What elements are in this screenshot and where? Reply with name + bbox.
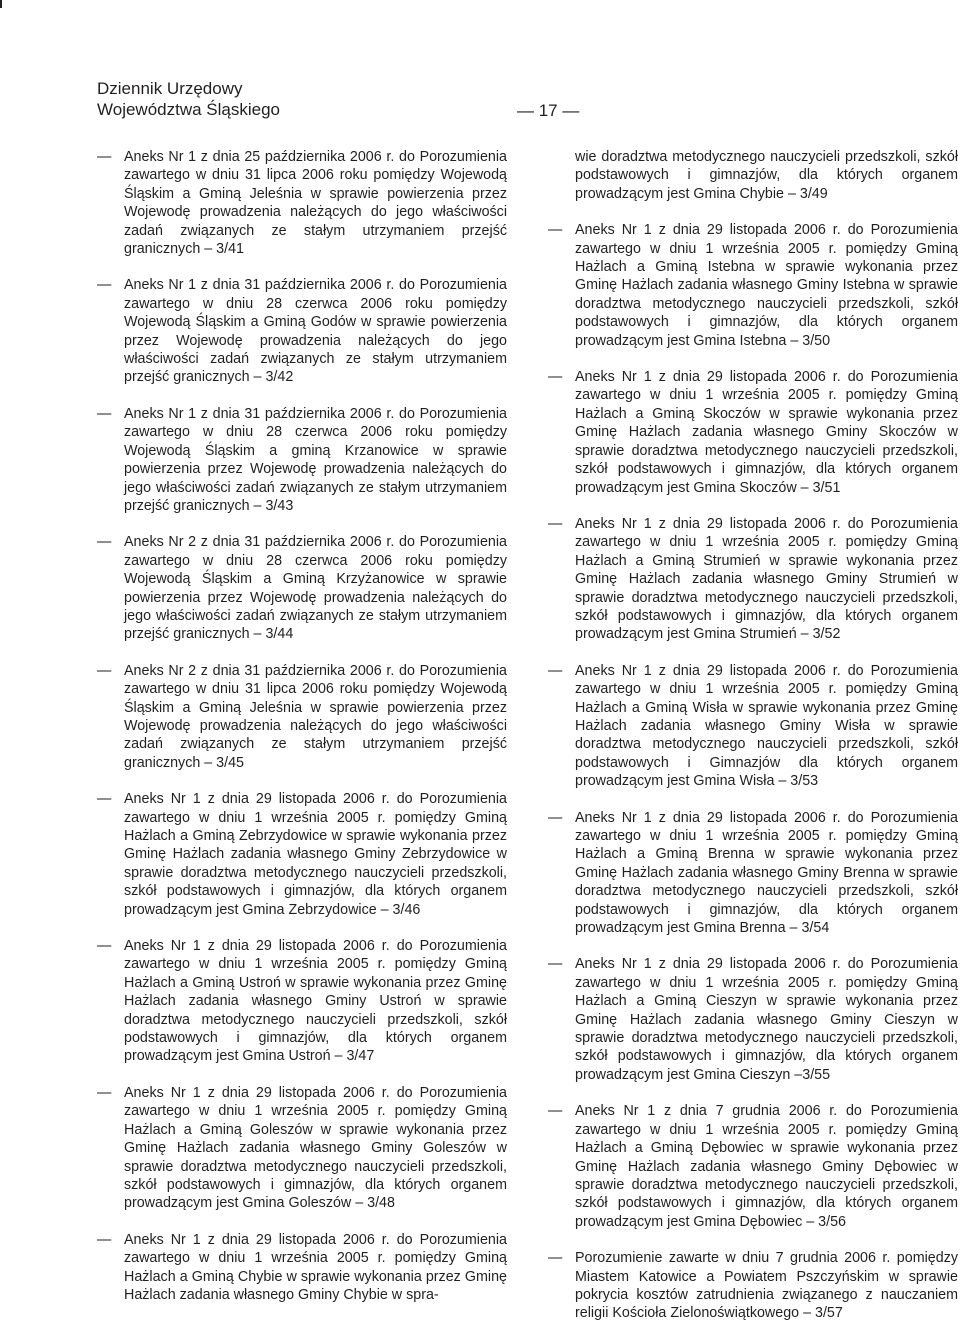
list-item: — Aneks Nr 1 z dnia 29 listopada 2006 r. do Porozumienia zawartego w dniu 1 września 2005 r. pomiędzy Gminą Hażlach a Gminą Goleszów w sprawie wykonania przez Gminę Hażlach zadania własnego Gminy Goleszów w sprawie doradztwa metodycznego nauczycieli przedszkoli, szkół podstawowych i gimnazjów, dla których organem prowadzącym jest Gmina Goleszów – 3/48 (97, 1084, 507, 1213)
list-item: — Aneks Nr 1 z dnia 29 listopada 2006 r. do Porozumienia zawartego w dniu 1 września 2005 r. pomiędzy Gminą Hażlach a Gminą Chybie w sprawie wykonania przez Gminę Hażlach zadania własnego Gminy Chybie w spra- (97, 1231, 507, 1305)
list-item: — Aneks Nr 1 z dnia 29 listopada 2006 r. do Porozumienia zawartego w dniu 1 września 2005 r. pomiędzy Gminą Hażlach a Gminą Wisła w sprawie wykonania przez Gminę Hażlach zadania własnego Gminy Wisła w sprawie doradztwa metodycznego nauczycieli przedszkoli, szkół podstawowych i Gimnazjów dla których organem prowadzącym jest Gmina Wisła – 3/53 (548, 662, 958, 791)
continuation-text: wie doradztwa metodycznego nauczycieli przedszkoli, szkół podstawowych i gimnazjów, dla których organem prowadzącym jest Gmina Chybie – 3/49 (575, 149, 958, 202)
list-item: — Aneks Nr 1 z dnia 29 listopada 2006 r. do Porozumienia zawartego w dniu 1 września 2005 r. pomiędzy Gminą Hażlach a Gminą Skoczów w sprawie wykonania przez Gminę Hażlach zadania własnego Gminy Skoczów w sprawie doradztwa metodycznego nauczycieli przedszkoli, szkół podstawowych i gimnazjów, dla których organem prowadzącym jest Gmina Skoczów – 3/51 (548, 368, 958, 497)
list-item: — Aneks Nr 1 z dnia 25 października 2006 r. do Porozumienia zawartego w dniu 31 lipca 2006 roku pomiędzy Wojewodą Śląskim a Gminą Jeleśnia w sprawie powierzenia przez Wojewodę prowadzenia należących do jego właściwości zadań związanych ze stałym utrzymaniem przejść granicznych – 3/41 (97, 148, 507, 258)
list-item: — Aneks Nr 2 z dnia 31 października 2006 r. do Porozumienia zawartego w dniu 31 lipca 2006 roku pomiędzy Wojewodą Śląskim a Gminą Jeleśnia w sprawie powierzenia przez Wojewodę prowadzenia należących do jego właściwości zadań związanych ze stałym utrzymaniem przejść granicznych – 3/45 (97, 662, 507, 772)
list-item: — Aneks Nr 1 z dnia 31 października 2006 r. do Porozumienia zawartego w dniu 28 czerwca 2006 roku pomiędzy Wojewodą Śląskim a Gminą Godów w sprawie powierzenia przez Wojewodę prowadzenia należących do jego właściwości zadań związanych ze stałym utrzymaniem przejść granicznych – 3/42 (97, 276, 507, 386)
page-number: — 17 — (517, 101, 580, 120)
list-item: — Aneks Nr 1 z dnia 29 listopada 2006 r. do Porozumienia zawartego w dniu 1 września 2005 r. pomiędzy Gminą Hażlach a Gminą Zebrzydowice w sprawie wykonania przez Gminę Hażlach zadania własnego Gminy Zebrzydowice w sprawie doradztwa metodycznego nauczycieli przedszkoli, szkół podstawowych i gimnazjów, dla których organem prowadzącym jest Gmina Zebrzydowice – 3/46 (97, 790, 507, 919)
list-item: — Aneks Nr 1 z dnia 29 listopada 2006 r. do Porozumienia zawartego w dniu 1 września 2005 r. pomiędzy Gminą Hażlach a Gminą Brenna w sprawie wykonania przez Gminę Hażlach zadania własnego Gminy Brenna w sprawie doradztwa metodycznego nauczycieli przedszkoli, szkół podstawowych i gimnazjów, dla których organem prowadzącym jest Gmina Brenna – 3/54 (548, 809, 958, 938)
list-item: — Aneks Nr 2 z dnia 31 października 2006 r. do Porozumienia zawartego w dniu 28 czerwca 2006 roku pomiędzy Wojewodą Śląskim a Gminą Krzyżanowice w sprawie powierzenia przez Wojewodę prowadzenia należących do jego właściwości zadań związanych ze stałym utrzymaniem przejść granicznych – 3/44 (97, 533, 507, 643)
list-item: — Aneks Nr 1 z dnia 31 października 2006 r. do Porozumienia zawartego w dniu 28 czerwca 2006 roku pomiędzy Wojewodą Śląskim a gminą Krzanowice w sprawie powierzenia przez Wojewodę prowadzenia należących do jego właściwości zadań związanych ze stałym utrzymaniem przejść granicznych – 3/43 (97, 405, 507, 515)
list-item: — Aneks Nr 1 z dnia 29 listopada 2006 r. do Porozumienia zawartego w dniu 1 września 2005 r. pomiędzy Gminą Hażlach a Gminą Istebna w sprawie wykonania przez Gminę Hażlach zadania własnego Gminy Istebna w sprawie doradztwa metodycznego nauczycieli przedszkoli, szkół podstawowych i gimnazjów, dla których organem prowadzącym jest Gmina Istebna – 3/50 (548, 221, 958, 350)
list-item: — Porozumienie zawarte w dniu 7 grudnia 2006 r. pomiędzy Miastem Katowice a Powiatem Pszczyńskim w sprawie pokrycia kosztów zatrudnienia związanego z nauczaniem religii Kościoła Zielonoświątkowego – 3/57 (548, 1249, 958, 1323)
journal-title-line1: Dziennik Urzędowy (97, 79, 243, 98)
list-item: — Aneks Nr 1 z dnia 29 listopada 2006 r. do Porozumienia zawartego w dniu 1 września 2005 r. pomiędzy Gminą Hażlach a Gminą Ustroń w sprawie wykonania przez Gminę Hażlach zadania własnego Gminy Ustroń w sprawie doradztwa metodycznego nauczycieli przedszkoli, szkół podstawowych i gimnazjów, dla których organem prowadzącym jest Gmina Ustroń – 3/47 (97, 937, 507, 1066)
list-item: — Aneks Nr 1 z dnia 29 listopada 2006 r. do Porozumienia zawartego w dniu 1 września 2005 r. pomiędzy Gminą Hażlach a Gminą Strumień w sprawie wykonania przez Gminę Hażlach zadania własnego Gminy Strumień w sprawie doradztwa metodycznego nauczycieli przedszkoli, szkół podstawowych i gimnazjów, dla których organem prowadzącym jest Gmina Strumień – 3/52 (548, 515, 958, 644)
left-column (97, 148, 507, 1322)
right-column (548, 148, 958, 1341)
journal-title-line2: Województwa Śląskiego (97, 100, 280, 119)
list-item: — Aneks Nr 1 z dnia 29 listopada 2006 r. do Porozumienia zawartego w dniu 1 września 2005 r. pomiędzy Gminą Hażlach a Gminą Cieszyn w sprawie wykonania przez Gminę Hażlach zadania własnego Gminy Cieszyn w sprawie doradztwa metodycznego nauczycieli przedszkoli, szkół podstawowych i gimnazjów, dla których organem prowadzącym jest Gmina Cieszyn –3/55 (548, 955, 958, 1084)
journal-title (97, 78, 280, 120)
list-item: — Aneks Nr 1 z dnia 7 grudnia 2006 r. do Porozumienia zawartego w dniu 1 września 2005 r. pomiędzy Gminą Hażlach a Gminą Dębowiec w sprawie wykonania przez Gminę Hażlach zadania własnego Gminy Dębowiec w sprawie doradztwa metodycznego nauczycieli przedszkoli, szkół podstawowych i gimnazjów, dla których organem prowadzącym jest Gmina Dębowiec – 3/56 (548, 1102, 958, 1231)
crop-mark (0, 0, 2, 8)
